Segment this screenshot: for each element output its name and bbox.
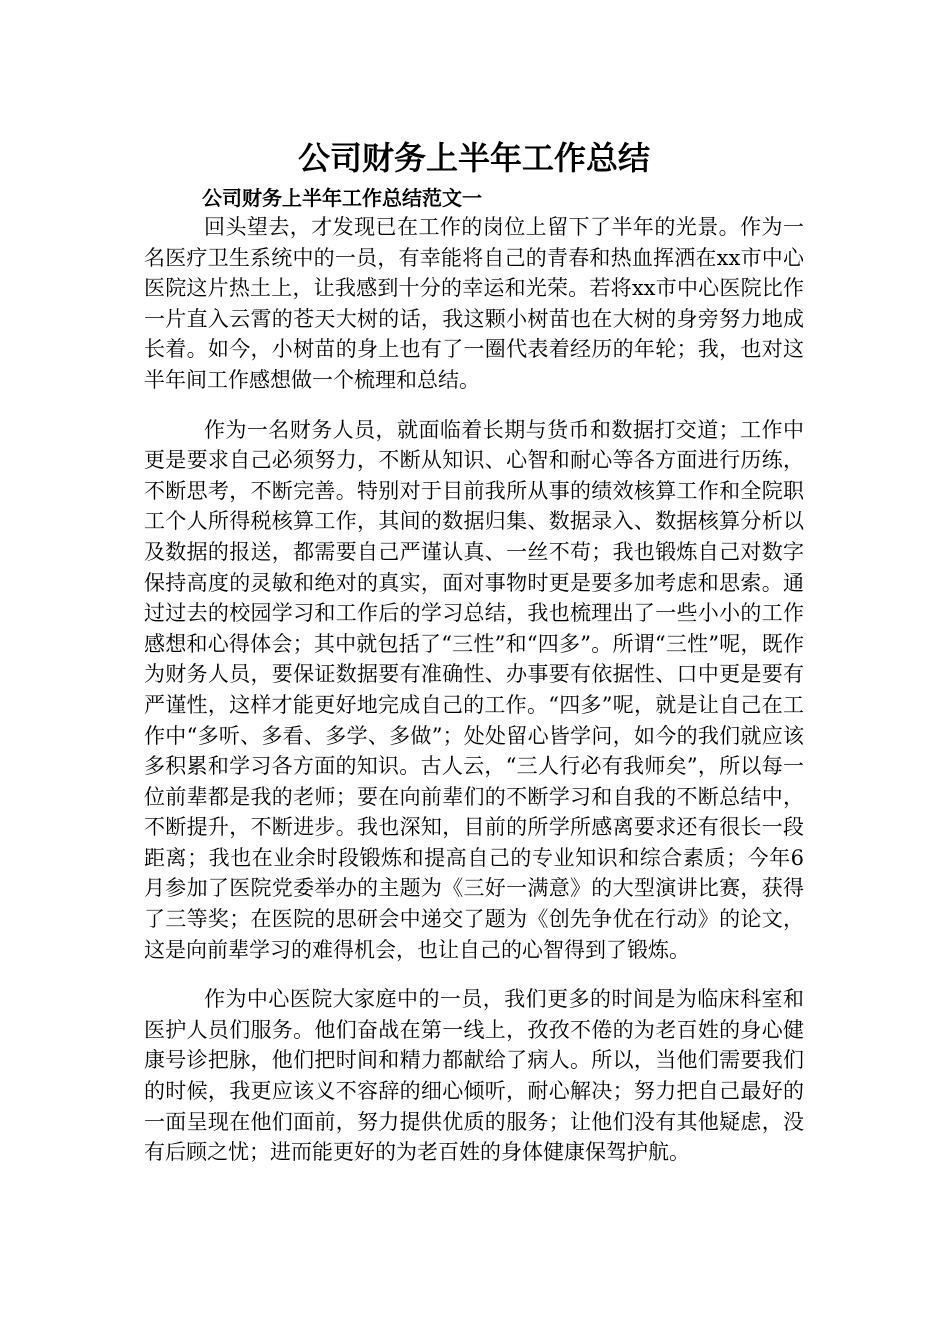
paragraph-1: 回头望去，才发现已在工作的岗位上留下了半年的光景。作为一名医疗卫生系统中的一员，有幸能将自己的青春和热血挥洒在xx市中心医院这片热土上，让我感到十分的幸运和光荣。若将xx市中心医院比作一片直入云霄的苍天大树的话，我这颗小树苗也在大树的身旁努力地成长着。如今，小树苗的身上也有了一圈代表着经历的年轮；我，也对这半年间工作感想做一个梳理和总结。	[144, 215, 804, 392]
document-body	[144, 132, 804, 1187]
section-subtitle: 公司财务上半年工作总结范文一	[202, 186, 482, 210]
paragraph-3: 作为中心医院大家庭中的一员，我们更多的时间是为临床科室和医护人员们服务。他们奋战在第一线上，孜孜不倦的为老百姓的身心健康号诊把脉，他们把时间和精力都献给了病人。所以，当他们需要我们的时候，我更应该义不容辞的细心倾听，耐心解决；努力把自己最好的一面呈现在他们面前，努力提供优质的服务；让他们没有其他疑虑，没有后顾之忧；进而能更好的为老百姓的身体健康保驾护航。	[144, 987, 804, 1165]
paragraph-2: 作为一名财务人员，就面临着长期与货币和数据打交道；工作中更是要求自己必须努力，不断从知识、心智和耐心等各方面进行历练，不断思考，不断完善。特别对于目前我所从事的绩效核算工作和全院职工个人所得税核算工作，其间的数据归集、数据录入、数据核算分析以及数据的报送，都需要自己严谨认真、一丝不苟；我也锻炼自己对数字保持高度的灵敏和绝对的真实，面对事物时更是要多加考虑和思索。通过过去的校园学习和工作后的学习总结，我也梳理出了一些小小的工作感想和心得体会；其中就包括了“三性”和“四多”。所谓“三性”呢，既作为财务人员，要保证数据要有准确性、办事要有依据性、口中更是要有严谨性，这样才能更好地完成自己的工作。“四多”呢，就是让自己在工作中“多听、多看、多学、多做”；处处留心皆学问，如今的我们就应该多积累和学习各方面的知识。古人云，“三人行必有我师矣”，所以每一位前辈都是我的老师；要在向前辈们的不断学习和自我的不断总结中，不断提升，不断进步。我也深知，目前的所学所感离要求还有很长一段距离；我也在业余时段锻炼和提高自己的专业知识和综合素质；今年6月参加了医院党委举办的主题为《三好一满意》的大型演讲比赛，获得了三等奖；在医院的思研会中递交了题为《创先争优在行动》的论文，这是向前辈学习的难得机会，也让自己的心智得到了锻炼。	[144, 417, 804, 962]
document-title: 公司财务上半年工作总结	[297, 139, 650, 177]
